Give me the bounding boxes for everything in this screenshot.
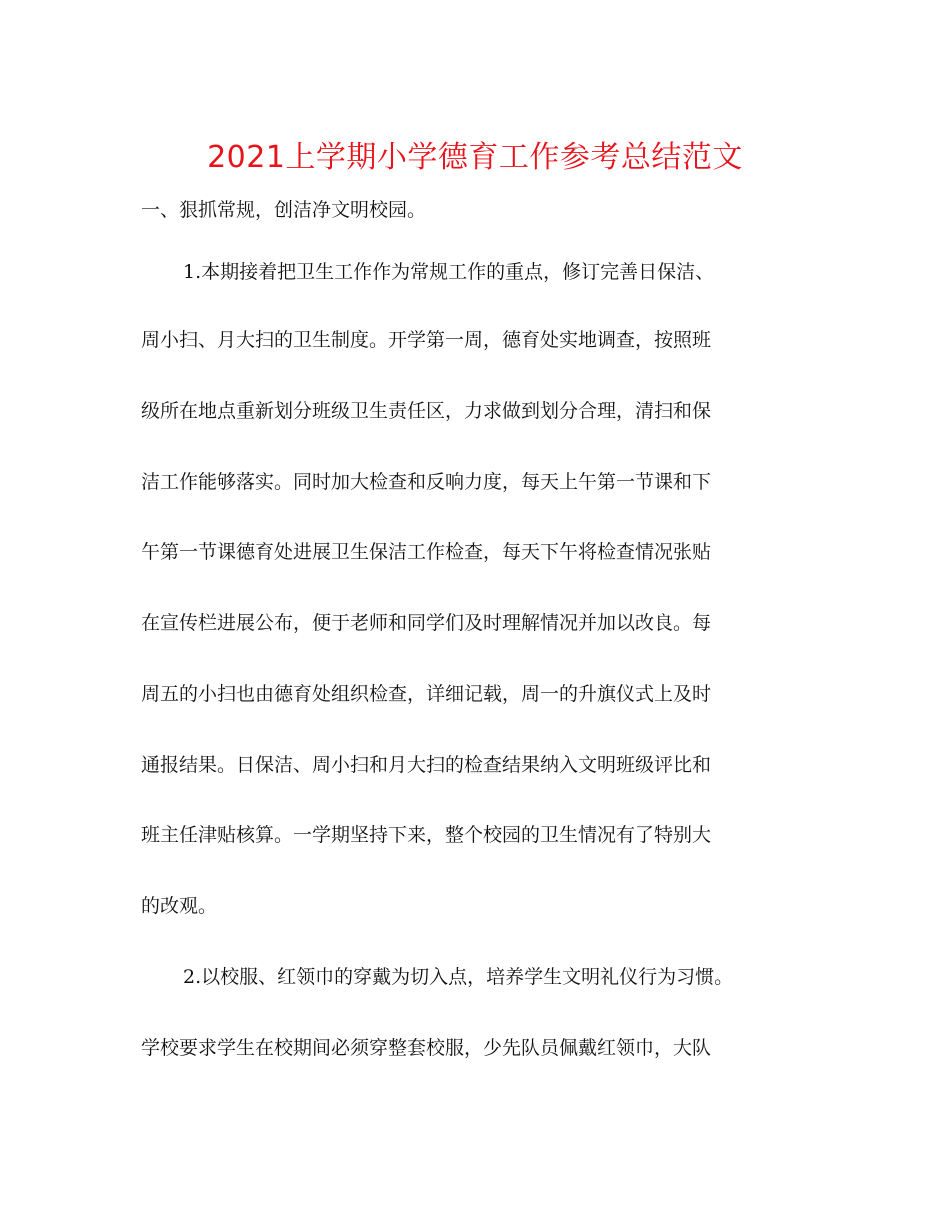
paragraph-line: 学校要求学生在校期间必须穿整套校服，少先队员佩戴红领巾，大队 (141, 1037, 712, 1059)
paragraph-line: 2.以校服、红领巾的穿戴为切入点，培养学生文明礼仪行为习惯。 (183, 966, 734, 988)
paragraph-line: 班主任津贴核算。一学期坚持下来，整个校园的卫生情况有了特别大 (141, 824, 712, 846)
paragraph-line: 的改观。 (141, 895, 218, 917)
paragraph-line: 1.本期接着把卫生工作作为常规工作的重点，修订完善日保洁、 (183, 261, 715, 283)
paragraph-line: 洁工作能够落实。同时加大检查和反响力度，每天上午第一节课和下 (141, 471, 712, 493)
section-heading: 一、狠抓常规，创洁净文明校园。 (141, 199, 427, 221)
document-title: 2021上学期小学德育工作参考总结范文 (207, 140, 743, 175)
paragraph-line: 周五的小扫也由德育处组织检查，详细记载，周一的升旗仪式上及时 (141, 683, 712, 705)
paragraph-line: 在宣传栏进展公布，便于老师和同学们及时理解情况并加以改良。每 (141, 612, 712, 634)
paragraph-line: 午第一节课德育处进展卫生保洁工作检查，每天下午将检查情况张贴 (141, 541, 712, 563)
paragraph-line: 级所在地点重新划分班级卫生责任区，力求做到划分合理，清扫和保 (141, 400, 712, 422)
paragraph-line: 通报结果。日保洁、周小扫和月大扫的检查结果纳入文明班级评比和 (141, 754, 712, 776)
paragraph-line: 周小扫、月大扫的卫生制度。开学第一周，德育处实地调查，按照班 (141, 329, 712, 351)
